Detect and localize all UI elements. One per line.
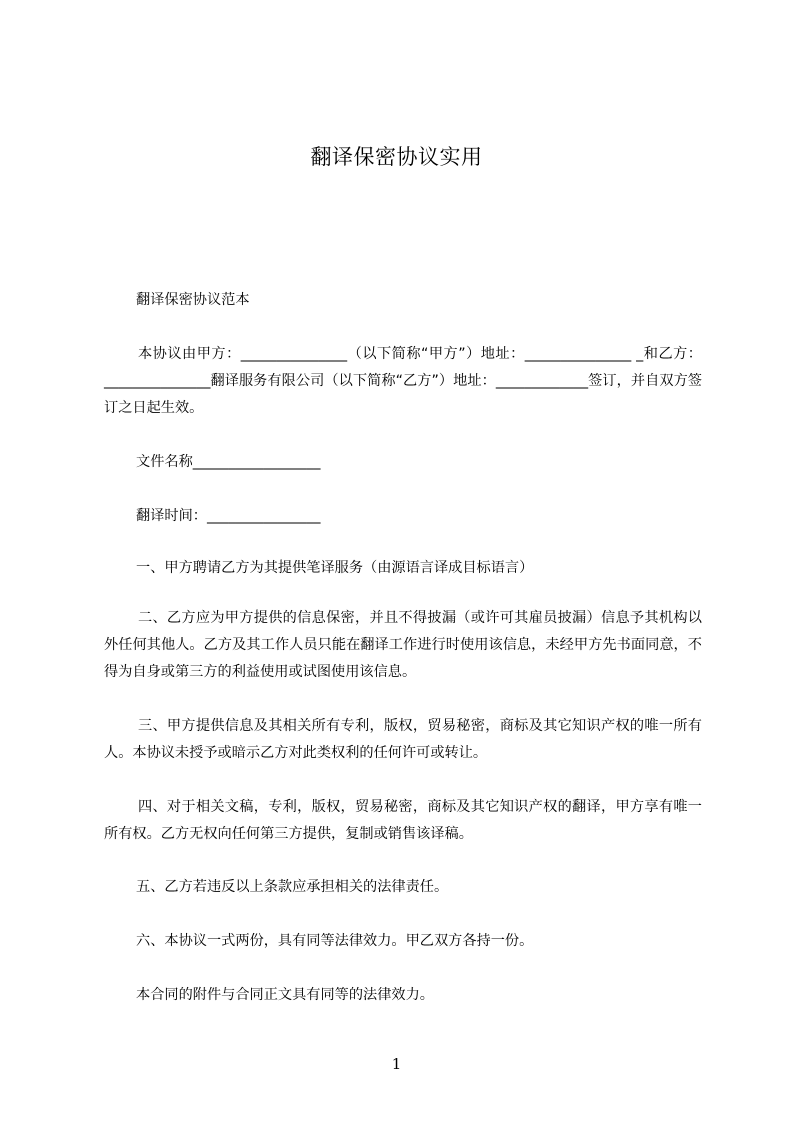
clause-6: 六、本协议一式两份，具有同等法律效力。甲乙双方各持一份。 (136, 933, 534, 949)
clause-3: 三、甲方提供信息及其相关所有专利，版权，贸易秘密，商标及其它知识产权的唯一所有人。本协议未授予或暗示乙方对此类权利的任何许可或转让。 (104, 718, 702, 762)
parties-paragraph: 本协议由甲方：_______________（以下简称“甲方”）地址：_______________ _和乙方：_______________翻译服务有限公司（以下简称“乙方”）地址：_____________签订，并自双方签订之日起生效。 (104, 346, 702, 417)
file-name-field: 文件名称__________________ (136, 454, 321, 470)
clause-2: 二、乙方应为甲方提供的信息保密，并且不得披漏（或许可其雇员披漏）信息予其机构以外任何其他人。乙方及其工作人员只能在翻译工作进行时使用该信息，未经甲方先书面同意，不得为自身或第三方的利益使用或试图使用该信息。 (104, 610, 702, 681)
document-title: 翻译保密协议实用 (310, 145, 483, 169)
clause-1: 一、甲方聘请乙方为其提供笔译服务（由源语言译成目标语言） (136, 560, 534, 576)
template-heading: 翻译保密协议范本 (136, 292, 250, 308)
page-number: 1 (391, 1055, 402, 1073)
translation-time-field: 翻译时间：________________ (136, 508, 321, 524)
attachments-clause: 本合同的附件与合同正文具有同等的法律效力。 (136, 987, 434, 1003)
clause-5: 五、乙方若违反以上条款应承担相关的法律责任。 (136, 879, 449, 895)
clause-4: 四、对于相关文稿，专利，版权，贸易秘密，商标及其它知识产权的翻译，甲方享有唯一所有权。乙方无权向任何第三方提供，复制或销售该译稿。 (104, 799, 702, 843)
